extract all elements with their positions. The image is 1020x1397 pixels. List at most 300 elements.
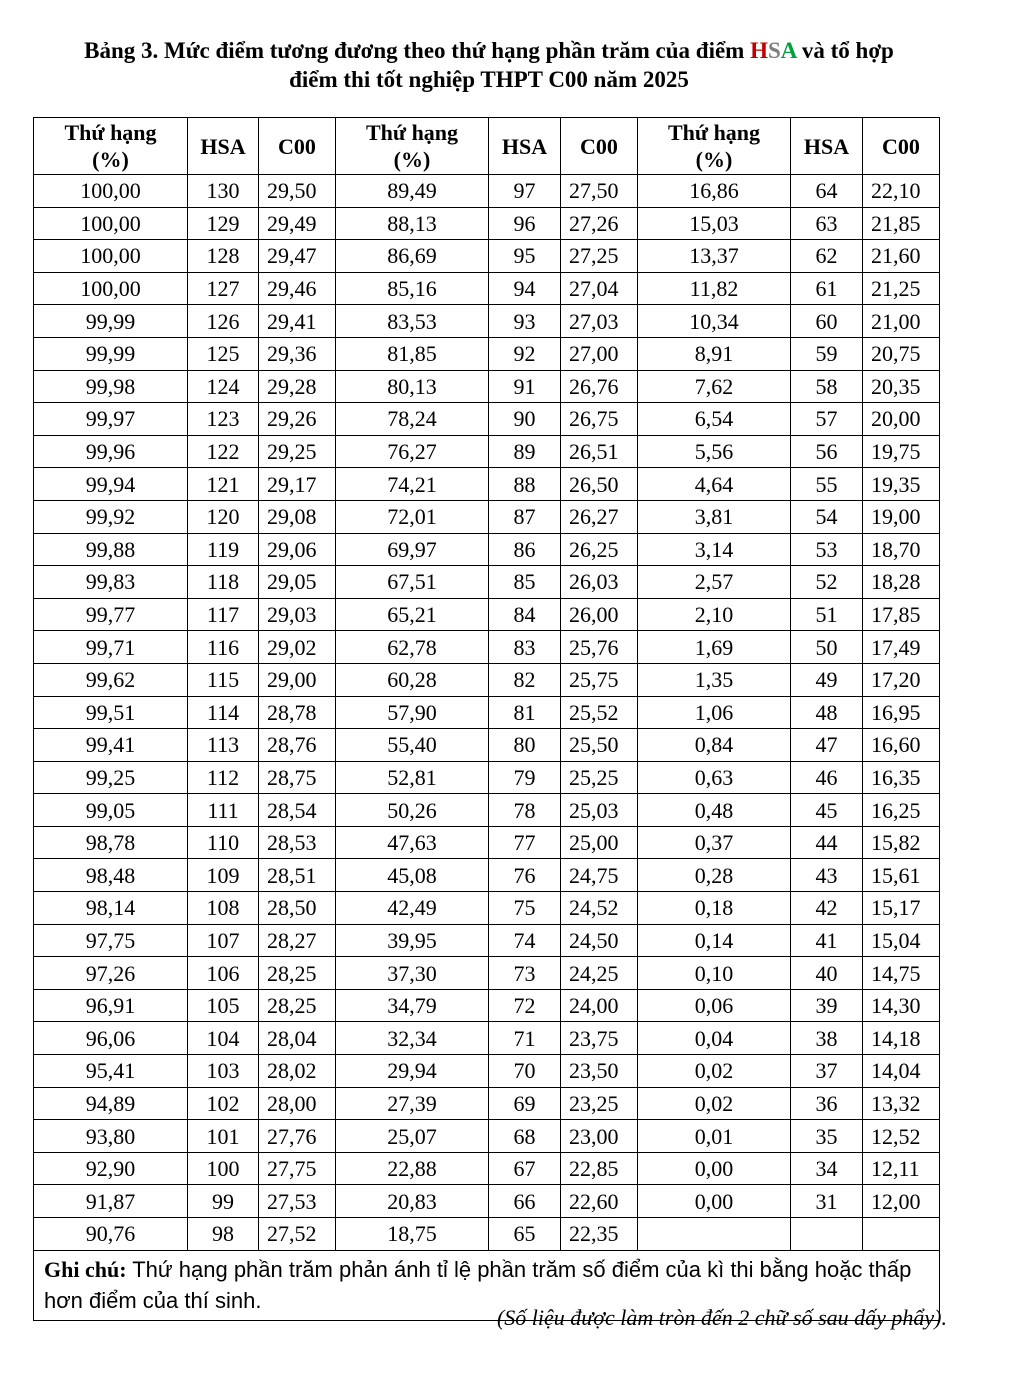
cell-hsa: 51 bbox=[791, 598, 863, 631]
title-line-1 bbox=[0, 36, 978, 65]
cell-c00 bbox=[863, 1218, 940, 1251]
cell-hsa bbox=[791, 1218, 863, 1251]
cell-c00: 14,30 bbox=[863, 989, 940, 1022]
cell-c00: 27,75 bbox=[259, 1152, 336, 1185]
cell-c00: 25,52 bbox=[561, 696, 638, 729]
cell-hsa: 54 bbox=[791, 500, 863, 533]
cell-rank: 34,79 bbox=[336, 989, 489, 1022]
cell-rank: 78,24 bbox=[336, 403, 489, 436]
cell-c00: 20,35 bbox=[863, 370, 940, 403]
table-row bbox=[34, 729, 940, 762]
cell-rank: 99,71 bbox=[34, 631, 188, 664]
table-row bbox=[34, 468, 940, 501]
cell-hsa: 58 bbox=[791, 370, 863, 403]
cell-rank: 52,81 bbox=[336, 761, 489, 794]
cell-c00: 22,10 bbox=[863, 175, 940, 208]
cell-rank: 88,13 bbox=[336, 207, 489, 240]
footnote: (Số liệu được làm tròn đến 2 chữ số sau dấy phẩy). bbox=[496, 1305, 947, 1330]
cell-hsa: 55 bbox=[791, 468, 863, 501]
cell-hsa: 105 bbox=[188, 989, 259, 1022]
cell-hsa: 73 bbox=[489, 957, 561, 990]
cell-rank: 42,49 bbox=[336, 892, 489, 925]
cell-hsa: 70 bbox=[489, 1055, 561, 1088]
header-hsa-2: HSA bbox=[489, 118, 561, 175]
cell-c00: 12,52 bbox=[863, 1120, 940, 1153]
cell-rank: 0,04 bbox=[638, 1022, 791, 1055]
cell-hsa: 89 bbox=[489, 435, 561, 468]
cell-hsa: 119 bbox=[188, 533, 259, 566]
table-row bbox=[34, 794, 940, 827]
cell-rank: 99,99 bbox=[34, 305, 188, 338]
cell-rank: 62,78 bbox=[336, 631, 489, 664]
cell-c00: 16,60 bbox=[863, 729, 940, 762]
table-row bbox=[34, 1087, 940, 1120]
cell-c00: 20,00 bbox=[863, 403, 940, 436]
cell-rank: 99,25 bbox=[34, 761, 188, 794]
header-c00-1: C00 bbox=[259, 118, 336, 175]
cell-c00: 12,00 bbox=[863, 1185, 940, 1218]
cell-c00: 18,28 bbox=[863, 566, 940, 599]
cell-rank: 96,91 bbox=[34, 989, 188, 1022]
cell-rank: 69,97 bbox=[336, 533, 489, 566]
cell-c00: 21,25 bbox=[863, 272, 940, 305]
cell-c00: 22,60 bbox=[561, 1185, 638, 1218]
cell-c00: 16,35 bbox=[863, 761, 940, 794]
cell-hsa: 66 bbox=[489, 1185, 561, 1218]
cell-hsa: 108 bbox=[188, 892, 259, 925]
cell-rank: 37,30 bbox=[336, 957, 489, 990]
cell-c00: 27,03 bbox=[561, 305, 638, 338]
cell-rank: 0,18 bbox=[638, 892, 791, 925]
cell-rank: 0,01 bbox=[638, 1120, 791, 1153]
cell-c00: 29,49 bbox=[259, 207, 336, 240]
table-row bbox=[34, 403, 940, 436]
table-row bbox=[34, 859, 940, 892]
cell-hsa: 60 bbox=[791, 305, 863, 338]
cell-rank: 98,14 bbox=[34, 892, 188, 925]
table-row bbox=[34, 598, 940, 631]
cell-hsa: 80 bbox=[489, 729, 561, 762]
cell-c00: 21,85 bbox=[863, 207, 940, 240]
cell-hsa: 48 bbox=[791, 696, 863, 729]
cell-c00: 28,78 bbox=[259, 696, 336, 729]
cell-hsa: 38 bbox=[791, 1022, 863, 1055]
header-rank-1: Thứ hạng (%) bbox=[34, 118, 188, 175]
cell-rank: 97,75 bbox=[34, 924, 188, 957]
cell-rank: 7,62 bbox=[638, 370, 791, 403]
table-row bbox=[34, 892, 940, 925]
cell-rank: 98,48 bbox=[34, 859, 188, 892]
table-row bbox=[34, 826, 940, 859]
cell-hsa: 64 bbox=[791, 175, 863, 208]
cell-rank: 6,54 bbox=[638, 403, 791, 436]
cell-rank: 74,21 bbox=[336, 468, 489, 501]
cell-hsa: 71 bbox=[489, 1022, 561, 1055]
cell-c00: 27,00 bbox=[561, 337, 638, 370]
cell-hsa: 104 bbox=[188, 1022, 259, 1055]
cell-hsa: 93 bbox=[489, 305, 561, 338]
cell-rank: 99,98 bbox=[34, 370, 188, 403]
cell-hsa: 63 bbox=[791, 207, 863, 240]
cell-c00: 17,49 bbox=[863, 631, 940, 664]
cell-rank: 13,37 bbox=[638, 240, 791, 273]
cell-rank: 83,53 bbox=[336, 305, 489, 338]
cell-hsa: 76 bbox=[489, 859, 561, 892]
header-hsa-3: HSA bbox=[791, 118, 863, 175]
cell-c00: 15,61 bbox=[863, 859, 940, 892]
cell-hsa: 69 bbox=[489, 1087, 561, 1120]
cell-hsa: 78 bbox=[489, 794, 561, 827]
cell-rank: 99,88 bbox=[34, 533, 188, 566]
header-c00-3: C00 bbox=[863, 118, 940, 175]
cell-rank: 27,39 bbox=[336, 1087, 489, 1120]
table-body bbox=[34, 175, 940, 1251]
table-row bbox=[34, 175, 940, 208]
cell-hsa: 91 bbox=[489, 370, 561, 403]
cell-rank: 86,69 bbox=[336, 240, 489, 273]
cell-hsa: 61 bbox=[791, 272, 863, 305]
cell-c00: 26,25 bbox=[561, 533, 638, 566]
cell-c00: 25,75 bbox=[561, 663, 638, 696]
cell-rank: 4,64 bbox=[638, 468, 791, 501]
cell-c00: 29,00 bbox=[259, 663, 336, 696]
table-row bbox=[34, 1152, 940, 1185]
cell-c00: 29,03 bbox=[259, 598, 336, 631]
title-line-2: điểm thi tốt nghiệp THPT C00 năm 2025 bbox=[289, 67, 689, 92]
cell-c00: 19,75 bbox=[863, 435, 940, 468]
cell-rank: 99,05 bbox=[34, 794, 188, 827]
cell-hsa: 43 bbox=[791, 859, 863, 892]
table-row bbox=[34, 696, 940, 729]
cell-rank: 50,26 bbox=[336, 794, 489, 827]
cell-rank: 55,40 bbox=[336, 729, 489, 762]
cell-rank: 2,57 bbox=[638, 566, 791, 599]
cell-c00: 27,04 bbox=[561, 272, 638, 305]
cell-hsa: 77 bbox=[489, 826, 561, 859]
table-row bbox=[34, 500, 940, 533]
table-row bbox=[34, 207, 940, 240]
header-rank-3: Thứ hạng (%) bbox=[638, 118, 791, 175]
cell-rank: 25,07 bbox=[336, 1120, 489, 1153]
cell-hsa: 109 bbox=[188, 859, 259, 892]
cell-c00: 25,03 bbox=[561, 794, 638, 827]
cell-rank: 99,94 bbox=[34, 468, 188, 501]
cell-c00: 28,54 bbox=[259, 794, 336, 827]
cell-hsa: 45 bbox=[791, 794, 863, 827]
cell-hsa: 94 bbox=[489, 272, 561, 305]
cell-rank: 45,08 bbox=[336, 859, 489, 892]
cell-rank: 47,63 bbox=[336, 826, 489, 859]
cell-rank: 29,94 bbox=[336, 1055, 489, 1088]
cell-hsa: 62 bbox=[791, 240, 863, 273]
cell-hsa: 102 bbox=[188, 1087, 259, 1120]
cell-hsa: 46 bbox=[791, 761, 863, 794]
cell-rank: 99,92 bbox=[34, 500, 188, 533]
cell-hsa: 79 bbox=[489, 761, 561, 794]
note-text: Thứ hạng phần trăm phản ánh tỉ lệ phần trăm số điểm của kì thi bằng hoặc thấp hơn điểm của thí sinh. bbox=[44, 1256, 912, 1313]
cell-hsa: 96 bbox=[489, 207, 561, 240]
cell-rank: 85,16 bbox=[336, 272, 489, 305]
cell-hsa: 115 bbox=[188, 663, 259, 696]
cell-c00: 27,50 bbox=[561, 175, 638, 208]
cell-hsa: 47 bbox=[791, 729, 863, 762]
cell-hsa: 40 bbox=[791, 957, 863, 990]
cell-c00: 16,95 bbox=[863, 696, 940, 729]
score-table bbox=[33, 117, 940, 1321]
cell-c00: 28,75 bbox=[259, 761, 336, 794]
table-row bbox=[34, 989, 940, 1022]
cell-hsa: 123 bbox=[188, 403, 259, 436]
table-row bbox=[34, 1218, 940, 1251]
cell-c00: 24,00 bbox=[561, 989, 638, 1022]
header-rank-2: Thứ hạng (%) bbox=[336, 118, 489, 175]
cell-hsa: 41 bbox=[791, 924, 863, 957]
cell-c00: 28,04 bbox=[259, 1022, 336, 1055]
cell-hsa: 56 bbox=[791, 435, 863, 468]
cell-rank: 0,84 bbox=[638, 729, 791, 762]
cell-rank: 72,01 bbox=[336, 500, 489, 533]
cell-hsa: 117 bbox=[188, 598, 259, 631]
cell-hsa: 68 bbox=[489, 1120, 561, 1153]
cell-c00: 29,46 bbox=[259, 272, 336, 305]
cell-c00: 17,20 bbox=[863, 663, 940, 696]
cell-hsa: 36 bbox=[791, 1087, 863, 1120]
cell-rank: 100,00 bbox=[34, 175, 188, 208]
cell-hsa: 130 bbox=[188, 175, 259, 208]
table-row bbox=[34, 370, 940, 403]
table-row bbox=[34, 1185, 940, 1218]
cell-rank: 99,62 bbox=[34, 663, 188, 696]
cell-rank: 15,03 bbox=[638, 207, 791, 240]
cell-hsa: 65 bbox=[489, 1218, 561, 1251]
cell-c00: 29,17 bbox=[259, 468, 336, 501]
cell-rank bbox=[638, 1218, 791, 1251]
cell-c00: 19,00 bbox=[863, 500, 940, 533]
cell-c00: 21,60 bbox=[863, 240, 940, 273]
cell-hsa: 31 bbox=[791, 1185, 863, 1218]
cell-hsa: 53 bbox=[791, 533, 863, 566]
cell-rank: 99,77 bbox=[34, 598, 188, 631]
cell-hsa: 82 bbox=[489, 663, 561, 696]
cell-rank: 10,34 bbox=[638, 305, 791, 338]
cell-c00: 15,82 bbox=[863, 826, 940, 859]
cell-c00: 14,18 bbox=[863, 1022, 940, 1055]
cell-c00: 25,00 bbox=[561, 826, 638, 859]
table-row bbox=[34, 240, 940, 273]
cell-rank: 16,86 bbox=[638, 175, 791, 208]
cell-rank: 0,10 bbox=[638, 957, 791, 990]
cell-hsa: 114 bbox=[188, 696, 259, 729]
cell-hsa: 92 bbox=[489, 337, 561, 370]
cell-c00: 28,02 bbox=[259, 1055, 336, 1088]
cell-hsa: 113 bbox=[188, 729, 259, 762]
table-row bbox=[34, 435, 940, 468]
cell-hsa: 44 bbox=[791, 826, 863, 859]
cell-rank: 0,00 bbox=[638, 1185, 791, 1218]
cell-rank: 8,91 bbox=[638, 337, 791, 370]
cell-hsa: 110 bbox=[188, 826, 259, 859]
cell-rank: 18,75 bbox=[336, 1218, 489, 1251]
cell-c00: 23,00 bbox=[561, 1120, 638, 1153]
cell-c00: 22,35 bbox=[561, 1218, 638, 1251]
table-row bbox=[34, 1120, 940, 1153]
cell-c00: 12,11 bbox=[863, 1152, 940, 1185]
table-title bbox=[0, 36, 978, 94]
cell-rank: 0,63 bbox=[638, 761, 791, 794]
cell-rank: 99,41 bbox=[34, 729, 188, 762]
cell-rank: 60,28 bbox=[336, 663, 489, 696]
cell-rank: 81,85 bbox=[336, 337, 489, 370]
cell-c00: 27,52 bbox=[259, 1218, 336, 1251]
table-row bbox=[34, 663, 940, 696]
cell-rank: 76,27 bbox=[336, 435, 489, 468]
cell-c00: 20,75 bbox=[863, 337, 940, 370]
cell-rank: 3,81 bbox=[638, 500, 791, 533]
cell-hsa: 98 bbox=[188, 1218, 259, 1251]
cell-rank: 94,89 bbox=[34, 1087, 188, 1120]
cell-c00: 26,50 bbox=[561, 468, 638, 501]
cell-hsa: 84 bbox=[489, 598, 561, 631]
cell-c00: 26,51 bbox=[561, 435, 638, 468]
cell-c00: 27,76 bbox=[259, 1120, 336, 1153]
cell-c00: 24,25 bbox=[561, 957, 638, 990]
cell-rank: 0,48 bbox=[638, 794, 791, 827]
cell-c00: 26,76 bbox=[561, 370, 638, 403]
cell-c00: 26,27 bbox=[561, 500, 638, 533]
cell-hsa: 35 bbox=[791, 1120, 863, 1153]
title-hsa-s: S bbox=[767, 38, 781, 63]
title-part-1: Bảng 3. Mức điểm tương đương theo thứ hạng phần trăm của điểm bbox=[84, 38, 751, 63]
cell-c00: 29,05 bbox=[259, 566, 336, 599]
cell-c00: 14,75 bbox=[863, 957, 940, 990]
cell-rank: 99,83 bbox=[34, 566, 188, 599]
cell-c00: 21,00 bbox=[863, 305, 940, 338]
cell-rank: 0,06 bbox=[638, 989, 791, 1022]
cell-rank: 99,99 bbox=[34, 337, 188, 370]
cell-c00: 19,35 bbox=[863, 468, 940, 501]
cell-rank: 0,14 bbox=[638, 924, 791, 957]
cell-c00: 28,27 bbox=[259, 924, 336, 957]
cell-rank: 65,21 bbox=[336, 598, 489, 631]
cell-c00: 29,26 bbox=[259, 403, 336, 436]
cell-hsa: 129 bbox=[188, 207, 259, 240]
cell-rank: 89,49 bbox=[336, 175, 489, 208]
cell-hsa: 112 bbox=[188, 761, 259, 794]
cell-rank: 100,00 bbox=[34, 272, 188, 305]
cell-c00: 28,25 bbox=[259, 957, 336, 990]
cell-rank: 39,95 bbox=[336, 924, 489, 957]
cell-hsa: 87 bbox=[489, 500, 561, 533]
cell-hsa: 99 bbox=[188, 1185, 259, 1218]
cell-hsa: 49 bbox=[791, 663, 863, 696]
cell-rank: 1,35 bbox=[638, 663, 791, 696]
cell-c00: 15,17 bbox=[863, 892, 940, 925]
cell-rank: 0,02 bbox=[638, 1055, 791, 1088]
cell-hsa: 42 bbox=[791, 892, 863, 925]
table-row bbox=[34, 1055, 940, 1088]
cell-hsa: 100 bbox=[188, 1152, 259, 1185]
cell-hsa: 67 bbox=[489, 1152, 561, 1185]
title-hsa-a: A bbox=[780, 38, 797, 63]
cell-hsa: 120 bbox=[188, 500, 259, 533]
cell-rank: 3,14 bbox=[638, 533, 791, 566]
cell-hsa: 127 bbox=[188, 272, 259, 305]
header-row bbox=[34, 118, 940, 175]
cell-c00: 24,50 bbox=[561, 924, 638, 957]
cell-hsa: 122 bbox=[188, 435, 259, 468]
cell-rank: 90,76 bbox=[34, 1218, 188, 1251]
cell-c00: 28,00 bbox=[259, 1087, 336, 1120]
cell-hsa: 85 bbox=[489, 566, 561, 599]
cell-c00: 23,50 bbox=[561, 1055, 638, 1088]
cell-c00: 26,00 bbox=[561, 598, 638, 631]
cell-rank: 0,28 bbox=[638, 859, 791, 892]
cell-c00: 29,47 bbox=[259, 240, 336, 273]
header-c00-2: C00 bbox=[561, 118, 638, 175]
cell-rank: 20,83 bbox=[336, 1185, 489, 1218]
cell-hsa: 90 bbox=[489, 403, 561, 436]
table-row bbox=[34, 566, 940, 599]
cell-c00: 18,70 bbox=[863, 533, 940, 566]
cell-c00: 25,25 bbox=[561, 761, 638, 794]
table-row bbox=[34, 337, 940, 370]
cell-rank: 1,69 bbox=[638, 631, 791, 664]
cell-rank: 0,37 bbox=[638, 826, 791, 859]
cell-c00: 23,25 bbox=[561, 1087, 638, 1120]
cell-hsa: 125 bbox=[188, 337, 259, 370]
cell-rank: 67,51 bbox=[336, 566, 489, 599]
cell-hsa: 101 bbox=[188, 1120, 259, 1153]
cell-hsa: 128 bbox=[188, 240, 259, 273]
cell-c00: 22,85 bbox=[561, 1152, 638, 1185]
cell-c00: 23,75 bbox=[561, 1022, 638, 1055]
cell-c00: 29,28 bbox=[259, 370, 336, 403]
cell-hsa: 75 bbox=[489, 892, 561, 925]
cell-c00: 16,25 bbox=[863, 794, 940, 827]
cell-rank: 2,10 bbox=[638, 598, 791, 631]
cell-rank: 95,41 bbox=[34, 1055, 188, 1088]
cell-rank: 11,82 bbox=[638, 272, 791, 305]
cell-rank: 91,87 bbox=[34, 1185, 188, 1218]
cell-hsa: 86 bbox=[489, 533, 561, 566]
header-hsa-1: HSA bbox=[188, 118, 259, 175]
table-row bbox=[34, 957, 940, 990]
cell-c00: 29,41 bbox=[259, 305, 336, 338]
table-row bbox=[34, 924, 940, 957]
cell-c00: 26,03 bbox=[561, 566, 638, 599]
cell-hsa: 39 bbox=[791, 989, 863, 1022]
table-row bbox=[34, 631, 940, 664]
cell-c00: 25,76 bbox=[561, 631, 638, 664]
cell-rank: 80,13 bbox=[336, 370, 489, 403]
cell-hsa: 72 bbox=[489, 989, 561, 1022]
cell-hsa: 81 bbox=[489, 696, 561, 729]
cell-c00: 24,75 bbox=[561, 859, 638, 892]
cell-rank: 98,78 bbox=[34, 826, 188, 859]
cell-c00: 25,50 bbox=[561, 729, 638, 762]
cell-hsa: 83 bbox=[489, 631, 561, 664]
title-part-2: và tổ hợp bbox=[796, 38, 894, 63]
cell-hsa: 74 bbox=[489, 924, 561, 957]
cell-hsa: 116 bbox=[188, 631, 259, 664]
cell-rank: 0,00 bbox=[638, 1152, 791, 1185]
cell-c00: 28,50 bbox=[259, 892, 336, 925]
cell-rank: 96,06 bbox=[34, 1022, 188, 1055]
cell-c00: 27,25 bbox=[561, 240, 638, 273]
cell-c00: 29,50 bbox=[259, 175, 336, 208]
cell-hsa: 124 bbox=[188, 370, 259, 403]
cell-hsa: 107 bbox=[188, 924, 259, 957]
